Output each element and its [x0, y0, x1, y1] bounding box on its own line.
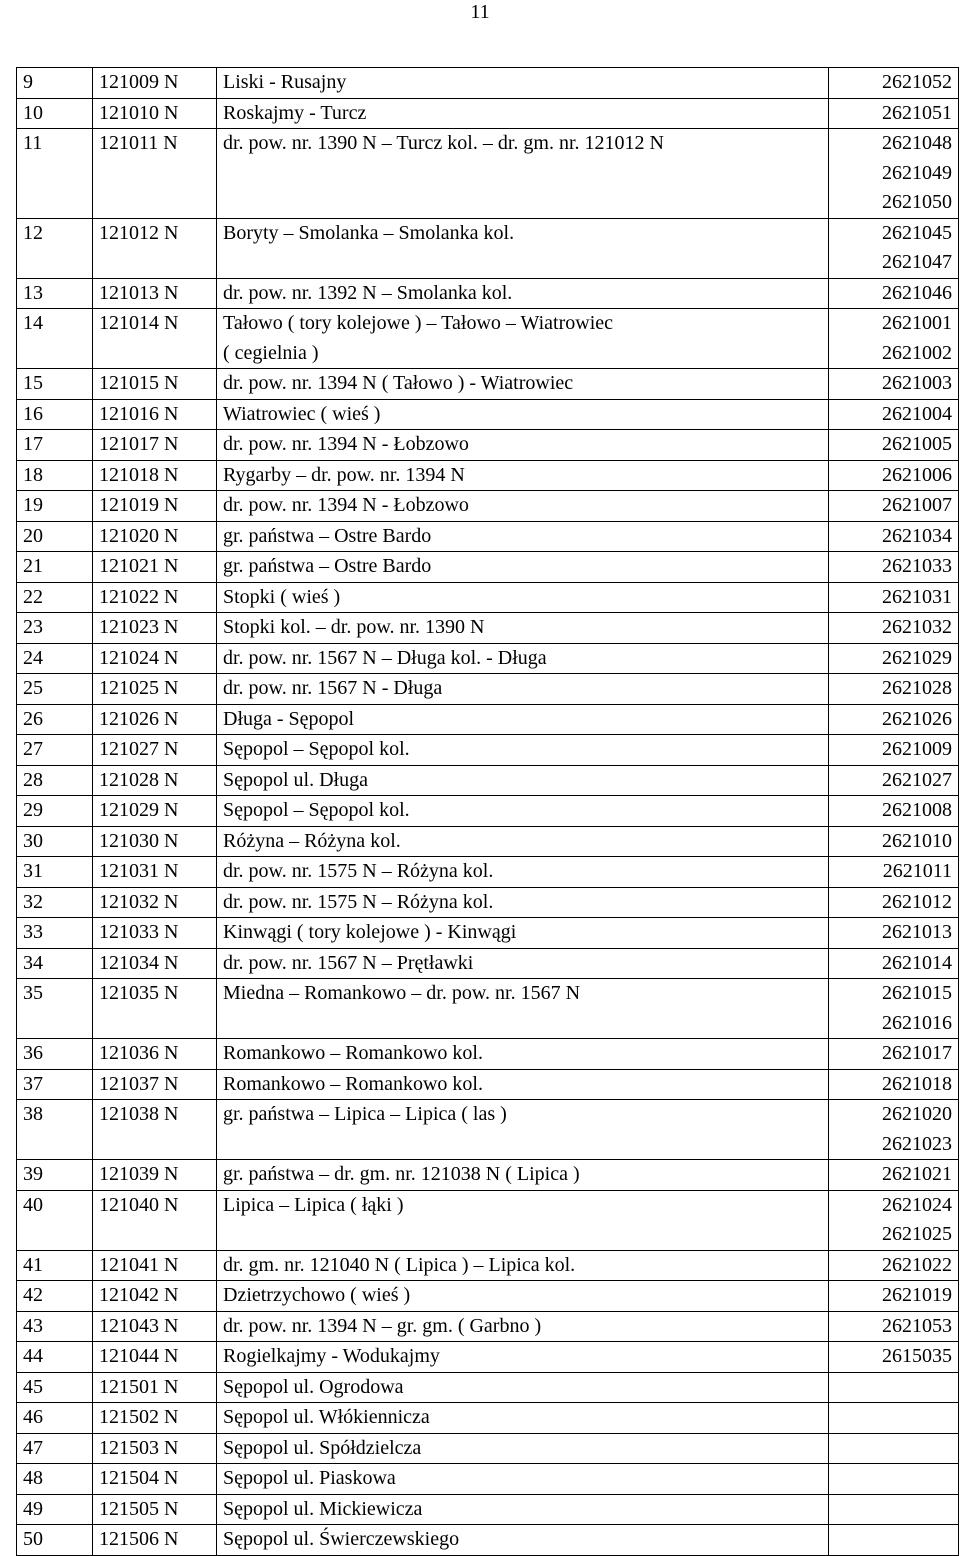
- row-number-cell: 20: [17, 521, 93, 552]
- road-number-cell: 121025 N: [93, 674, 217, 705]
- table-row: [17, 218, 959, 278]
- row-number-cell: 44: [17, 1342, 93, 1373]
- table-row: [17, 309, 959, 369]
- row-number-cell: 11: [17, 129, 93, 219]
- territorial-code: 2621046: [882, 281, 952, 304]
- road-name-line: gr. państwa – Ostre Bardo: [223, 555, 432, 577]
- road-name-cell: [217, 918, 829, 949]
- road-number-cell: 121044 N: [93, 1342, 217, 1373]
- road-name-cell: [217, 1372, 829, 1403]
- table-row: [17, 643, 959, 674]
- territorial-code: 2621013: [882, 921, 952, 943]
- territorial-code: 2621015: [882, 982, 952, 1004]
- row-number-cell: 48: [17, 1464, 93, 1495]
- row-number-cell: 41: [17, 1250, 93, 1281]
- territorial-code-cell: [829, 430, 959, 461]
- road-name-line: dr. pow. nr. 1567 N – Prętławki: [223, 951, 474, 974]
- territorial-code-cell: [829, 521, 959, 552]
- table-row: [17, 1190, 959, 1250]
- table-row: [17, 430, 959, 461]
- table-row: [17, 1311, 959, 1342]
- territorial-code-cell: [829, 552, 959, 583]
- territorial-code: 2621006: [882, 463, 952, 486]
- road-name-line: dr. pow. nr. 1394 N - Łobzowo: [223, 433, 469, 455]
- row-number-cell: 14: [17, 309, 93, 369]
- road-name-line: Sępopol ul. Spółdzielcza: [223, 1436, 422, 1459]
- road-name-line: dr. pow. nr. 1390 N – Turcz kol. – dr. gm. nr. 121012 N: [223, 132, 664, 154]
- road-name-cell: [217, 1250, 829, 1281]
- territorial-code-cell: [829, 309, 959, 369]
- road-number-cell: 121015 N: [93, 369, 217, 400]
- territorial-code-cell: [829, 218, 959, 278]
- road-name-line: gr. państwa – Ostre Bardo: [223, 524, 432, 547]
- road-name-cell: [217, 582, 829, 613]
- table-row: [17, 1525, 959, 1556]
- road-name-line: dr. pow. nr. 1394 N - Łobzowo: [223, 494, 469, 516]
- table-row: [17, 68, 959, 99]
- road-name-cell: [217, 1403, 829, 1434]
- territorial-code: 2621017: [882, 1042, 952, 1064]
- road-name-cell: [217, 704, 829, 735]
- territorial-code: 2621051: [882, 101, 952, 124]
- road-name-cell: [217, 1281, 829, 1312]
- territorial-code-cell: [829, 1433, 959, 1464]
- territorial-code: 2621018: [882, 1072, 952, 1095]
- territorial-code-cell: [829, 735, 959, 766]
- road-name-line: Tałowo ( tory kolejowe ) – Tałowo – Wiatrowiec: [223, 312, 613, 334]
- road-name-line: Dzietrzychowo ( wieś ): [223, 1284, 411, 1306]
- row-number-cell: 36: [17, 1039, 93, 1070]
- table-row: [17, 1372, 959, 1403]
- table-row: [17, 491, 959, 522]
- road-name-cell: [217, 460, 829, 491]
- territorial-code-cell: [829, 491, 959, 522]
- page-number: 11: [470, 1, 490, 23]
- table-row: [17, 857, 959, 888]
- road-number-cell: 121035 N: [93, 979, 217, 1039]
- row-number-cell: 29: [17, 796, 93, 827]
- road-name-line: dr. pow. nr. 1575 N – Różyna kol.: [223, 860, 494, 882]
- territorial-code: 2621012: [882, 890, 952, 913]
- territorial-code-cell: [829, 582, 959, 613]
- territorial-code-cell: [829, 1281, 959, 1312]
- row-number-cell: 21: [17, 552, 93, 583]
- territorial-code-cell: [829, 857, 959, 888]
- road-name-cell: [217, 1190, 829, 1250]
- road-name-line: Romankowo – Romankowo kol.: [223, 1042, 483, 1064]
- road-number-cell: 121026 N: [93, 704, 217, 735]
- table-row: [17, 98, 959, 129]
- row-number-cell: 31: [17, 857, 93, 888]
- table-row: [17, 1250, 959, 1281]
- row-number-cell: 15: [17, 369, 93, 400]
- road-name-cell: [217, 1100, 829, 1160]
- table-row: [17, 369, 959, 400]
- road-name-line: dr. pow. nr. 1394 N ( Tałowo ) - Wiatrowiec: [223, 372, 574, 394]
- row-number-cell: 47: [17, 1433, 93, 1464]
- territorial-code-cell: [829, 704, 959, 735]
- territorial-code-cell: [829, 369, 959, 400]
- territorial-code-cell: [829, 796, 959, 827]
- road-name-line: Sępopol ul. Mickiewicza: [223, 1497, 423, 1520]
- road-name-cell: [217, 1464, 829, 1495]
- territorial-code-cell: [829, 613, 959, 644]
- table-row: [17, 1281, 959, 1312]
- road-name-cell: [217, 765, 829, 796]
- road-number-cell: 121017 N: [93, 430, 217, 461]
- row-number-cell: 32: [17, 887, 93, 918]
- road-name-cell: [217, 979, 829, 1039]
- road-name-line: Rygarby – dr. pow. nr. 1394 N: [223, 463, 465, 486]
- row-number-cell: 16: [17, 399, 93, 430]
- road-number-cell: 121019 N: [93, 491, 217, 522]
- road-name-cell: [217, 430, 829, 461]
- territorial-code: 2621034: [882, 524, 952, 547]
- table-row: [17, 674, 959, 705]
- road-name-cell: [217, 826, 829, 857]
- road-number-cell: 121011 N: [93, 129, 217, 219]
- road-number-cell: 121023 N: [93, 613, 217, 644]
- road-number-cell: 121014 N: [93, 309, 217, 369]
- table-row: [17, 1494, 959, 1525]
- road-number-cell: 121028 N: [93, 765, 217, 796]
- territorial-code-cell: [829, 643, 959, 674]
- road-name-cell: [217, 98, 829, 129]
- territorial-code-cell: [829, 765, 959, 796]
- road-name-line: Sępopol – Sępopol kol.: [223, 738, 410, 760]
- road-number-cell: 121033 N: [93, 918, 217, 949]
- road-name-line: Stopki ( wieś ): [223, 585, 341, 608]
- territorial-code: 2621045: [882, 221, 952, 244]
- territorial-code: 2621002: [882, 341, 952, 364]
- territorial-code-cell: [829, 1311, 959, 1342]
- road-name-cell: [217, 521, 829, 552]
- road-name-cell: [217, 369, 829, 400]
- road-number-cell: 121043 N: [93, 1311, 217, 1342]
- row-number-cell: 22: [17, 582, 93, 613]
- road-name-line: Wiatrowiec ( wieś ): [223, 402, 381, 425]
- road-name-line: Roskajmy - Turcz: [223, 101, 367, 124]
- road-name-line: Liski - Rusajny: [223, 71, 347, 93]
- road-number-cell: 121036 N: [93, 1039, 217, 1070]
- row-number-cell: 28: [17, 765, 93, 796]
- row-number-cell: 39: [17, 1160, 93, 1191]
- road-name-cell: [217, 1525, 829, 1556]
- territorial-code-cell: [829, 1160, 959, 1191]
- road-number-cell: 121039 N: [93, 1160, 217, 1191]
- road-number-cell: 121041 N: [93, 1250, 217, 1281]
- road-name-line: Sępopol – Sępopol kol.: [223, 799, 410, 821]
- road-name-cell: [217, 948, 829, 979]
- road-name-line: dr. gm. nr. 121040 N ( Lipica ) – Lipica kol.: [223, 1253, 576, 1276]
- road-number-cell: 121022 N: [93, 582, 217, 613]
- territorial-code: 2621032: [882, 616, 952, 638]
- road-number-cell: 121506 N: [93, 1525, 217, 1556]
- table-row: [17, 918, 959, 949]
- territorial-code: 2621004: [882, 402, 952, 425]
- road-number-cell: 121012 N: [93, 218, 217, 278]
- row-number-cell: 24: [17, 643, 93, 674]
- territorial-code: 2621014: [882, 951, 952, 974]
- territorial-code: 2621005: [882, 433, 952, 455]
- table-row: [17, 1433, 959, 1464]
- territorial-code-cell: [829, 1342, 959, 1373]
- row-number-cell: 17: [17, 430, 93, 461]
- road-name-cell: [217, 735, 829, 766]
- row-number-cell: 46: [17, 1403, 93, 1434]
- road-name-line: Stopki kol. – dr. pow. nr. 1390 N: [223, 616, 485, 638]
- territorial-code: 2621023: [882, 1132, 952, 1155]
- territorial-code-cell: [829, 1372, 959, 1403]
- territorial-code-cell: [829, 1525, 959, 1556]
- territorial-code: 2621048: [882, 132, 952, 154]
- road-number-cell: 121031 N: [93, 857, 217, 888]
- territorial-code-cell: [829, 1250, 959, 1281]
- territorial-code-cell: [829, 1494, 959, 1525]
- road-number-cell: 121034 N: [93, 948, 217, 979]
- road-name-cell: [217, 1160, 829, 1191]
- territorial-code: 2615035: [882, 1345, 952, 1367]
- road-number-cell: 121027 N: [93, 735, 217, 766]
- table-row: [17, 399, 959, 430]
- road-name-line: Długa - Sępopol: [223, 707, 355, 730]
- table-row: [17, 765, 959, 796]
- row-number-cell: 45: [17, 1372, 93, 1403]
- road-number-cell: 121504 N: [93, 1464, 217, 1495]
- road-name-cell: [217, 1342, 829, 1373]
- row-number-cell: 27: [17, 735, 93, 766]
- road-number-cell: 121024 N: [93, 643, 217, 674]
- road-number-cell: 121030 N: [93, 826, 217, 857]
- road-number-cell: 121040 N: [93, 1190, 217, 1250]
- road-name-line: Sępopol ul. Długa: [223, 768, 368, 791]
- territorial-code-cell: [829, 98, 959, 129]
- road-name-cell: [217, 278, 829, 309]
- road-number-cell: 121010 N: [93, 98, 217, 129]
- road-name-line: dr. pow. nr. 1567 N - Długa: [223, 677, 443, 699]
- row-number-cell: 9: [17, 68, 93, 99]
- table-row: [17, 948, 959, 979]
- table-row: [17, 1342, 959, 1373]
- road-number-cell: 121021 N: [93, 552, 217, 583]
- road-number-cell: 121018 N: [93, 460, 217, 491]
- territorial-code: 2621033: [882, 555, 952, 577]
- roads-table: [16, 67, 959, 1556]
- road-name-line: gr. państwa – Lipica – Lipica ( las ): [223, 1103, 507, 1125]
- road-number-cell: 121042 N: [93, 1281, 217, 1312]
- row-number-cell: 25: [17, 674, 93, 705]
- road-name-line: Boryty – Smolanka – Smolanka kol.: [223, 221, 515, 244]
- table-row: [17, 1403, 959, 1434]
- road-name-cell: [217, 68, 829, 99]
- road-name-line: Sępopol ul. Włókiennicza: [223, 1406, 430, 1428]
- road-name-cell: [217, 887, 829, 918]
- territorial-code-cell: [829, 674, 959, 705]
- table-row: [17, 552, 959, 583]
- territorial-code: 2621007: [882, 494, 952, 516]
- territorial-code: 2621003: [882, 372, 952, 394]
- road-name-line: Rogielkajmy - Wodukajmy: [223, 1345, 440, 1367]
- table-row: [17, 1069, 959, 1100]
- table-row: [17, 278, 959, 309]
- row-number-cell: 23: [17, 613, 93, 644]
- row-number-cell: 30: [17, 826, 93, 857]
- table-row: [17, 1100, 959, 1160]
- territorial-code: 2621021: [882, 1163, 952, 1185]
- table-row: [17, 796, 959, 827]
- table-row: [17, 1464, 959, 1495]
- territorial-code: 2621049: [882, 161, 952, 184]
- territorial-code: 2621022: [882, 1253, 952, 1276]
- road-number-cell: 121013 N: [93, 278, 217, 309]
- row-number-cell: 43: [17, 1311, 93, 1342]
- territorial-code-cell: [829, 68, 959, 99]
- road-number-cell: 121501 N: [93, 1372, 217, 1403]
- table-row: [17, 582, 959, 613]
- road-name-line: ( cegielnia ): [223, 341, 319, 364]
- territorial-code-cell: [829, 918, 959, 949]
- road-name-line: dr. pow. nr. 1567 N – Długa kol. - Długa: [223, 646, 547, 669]
- road-name-line: Sępopol ul. Piaskowa: [223, 1467, 396, 1489]
- territorial-code: 2621001: [882, 312, 952, 334]
- territorial-code-cell: [829, 979, 959, 1039]
- road-name-line: dr. pow. nr. 1575 N – Różyna kol.: [223, 890, 494, 913]
- road-number-cell: 121032 N: [93, 887, 217, 918]
- territorial-code-cell: [829, 1403, 959, 1434]
- road-number-cell: 121009 N: [93, 68, 217, 99]
- territorial-code: 2621020: [882, 1103, 952, 1125]
- table-row: [17, 826, 959, 857]
- row-number-cell: 38: [17, 1100, 93, 1160]
- row-number-cell: 12: [17, 218, 93, 278]
- territorial-code-cell: [829, 826, 959, 857]
- road-name-cell: [217, 1069, 829, 1100]
- road-name-cell: [217, 674, 829, 705]
- row-number-cell: 19: [17, 491, 93, 522]
- road-name-cell: [217, 399, 829, 430]
- territorial-code-cell: [829, 460, 959, 491]
- roads-table-body: [17, 68, 959, 1556]
- row-number-cell: 13: [17, 278, 93, 309]
- road-number-cell: 121029 N: [93, 796, 217, 827]
- row-number-cell: 50: [17, 1525, 93, 1556]
- territorial-code: 2621016: [882, 1011, 952, 1034]
- road-name-line: Romankowo – Romankowo kol.: [223, 1072, 483, 1095]
- territorial-code: 2621019: [882, 1284, 952, 1306]
- road-name-line: gr. państwa – dr. gm. nr. 121038 N ( Lipica ): [223, 1163, 580, 1185]
- territorial-code: 2621008: [882, 799, 952, 821]
- road-name-cell: [217, 309, 829, 369]
- territorial-code: 2621028: [882, 677, 952, 699]
- table-row: [17, 129, 959, 219]
- table-row: [17, 704, 959, 735]
- row-number-cell: 33: [17, 918, 93, 949]
- road-number-cell: 121016 N: [93, 399, 217, 430]
- row-number-cell: 18: [17, 460, 93, 491]
- territorial-code-cell: [829, 1069, 959, 1100]
- road-name-cell: [217, 857, 829, 888]
- road-name-line: Sępopol ul. Ogrodowa: [223, 1375, 404, 1398]
- road-name-cell: [217, 643, 829, 674]
- territorial-code-cell: [829, 1039, 959, 1070]
- road-name-cell: [217, 129, 829, 219]
- territorial-code: 2621025: [882, 1223, 952, 1245]
- territorial-code: 2621029: [882, 646, 952, 669]
- road-name-cell: [217, 1433, 829, 1464]
- row-number-cell: 42: [17, 1281, 93, 1312]
- table-row: [17, 979, 959, 1039]
- road-name-line: Kinwągi ( tory kolejowe ) - Kinwągi: [223, 921, 517, 943]
- territorial-code: 2621031: [882, 585, 952, 608]
- row-number-cell: 34: [17, 948, 93, 979]
- road-number-cell: 121038 N: [93, 1100, 217, 1160]
- territorial-code-cell: [829, 1100, 959, 1160]
- territorial-code-cell: [829, 1464, 959, 1495]
- territorial-code-cell: [829, 278, 959, 309]
- row-number-cell: 10: [17, 98, 93, 129]
- row-number-cell: 49: [17, 1494, 93, 1525]
- table-row: [17, 1160, 959, 1191]
- row-number-cell: 40: [17, 1190, 93, 1250]
- territorial-code: 2621050: [882, 191, 952, 213]
- road-name-cell: [217, 1494, 829, 1525]
- row-number-cell: 35: [17, 979, 93, 1039]
- territorial-code: 2621027: [882, 768, 952, 791]
- territorial-code-cell: [829, 948, 959, 979]
- table-row: [17, 735, 959, 766]
- table-row: [17, 613, 959, 644]
- road-name-line: dr. pow. nr. 1392 N – Smolanka kol.: [223, 281, 513, 304]
- territorial-code: 2621052: [882, 71, 952, 93]
- territorial-code: 2621009: [882, 738, 952, 760]
- territorial-code-cell: [829, 887, 959, 918]
- territorial-code-cell: [829, 399, 959, 430]
- road-name-line: Miedna – Romankowo – dr. pow. nr. 1567 N: [223, 982, 581, 1004]
- table-row: [17, 1039, 959, 1070]
- table-row: [17, 887, 959, 918]
- road-name-cell: [217, 613, 829, 644]
- territorial-code: 2621010: [882, 829, 952, 852]
- territorial-code: 2621047: [882, 251, 952, 273]
- territorial-code: 2621053: [882, 1314, 952, 1337]
- road-number-cell: 121503 N: [93, 1433, 217, 1464]
- road-name-cell: [217, 491, 829, 522]
- row-number-cell: 26: [17, 704, 93, 735]
- road-number-cell: 121037 N: [93, 1069, 217, 1100]
- road-name-line: Lipica – Lipica ( łąki ): [223, 1193, 404, 1216]
- territorial-code-cell: [829, 1190, 959, 1250]
- road-number-cell: 121502 N: [93, 1403, 217, 1434]
- road-name-cell: [217, 1039, 829, 1070]
- territorial-code-cell: [829, 129, 959, 219]
- territorial-code: 2621011: [882, 860, 952, 882]
- road-name-line: Różyna – Różyna kol.: [223, 829, 401, 852]
- table-row: [17, 460, 959, 491]
- road-number-cell: 121020 N: [93, 521, 217, 552]
- road-name-cell: [217, 552, 829, 583]
- table-row: [17, 521, 959, 552]
- territorial-code: 2621026: [882, 707, 952, 730]
- territorial-code: 2621024: [882, 1193, 952, 1216]
- road-name-cell: [217, 218, 829, 278]
- road-number-cell: 121505 N: [93, 1494, 217, 1525]
- row-number-cell: 37: [17, 1069, 93, 1100]
- road-name-cell: [217, 1311, 829, 1342]
- road-name-line: Sępopol ul. Świerczewskiego: [223, 1528, 460, 1550]
- road-name-line: dr. pow. nr. 1394 N – gr. gm. ( Garbno ): [223, 1314, 542, 1337]
- road-name-cell: [217, 796, 829, 827]
